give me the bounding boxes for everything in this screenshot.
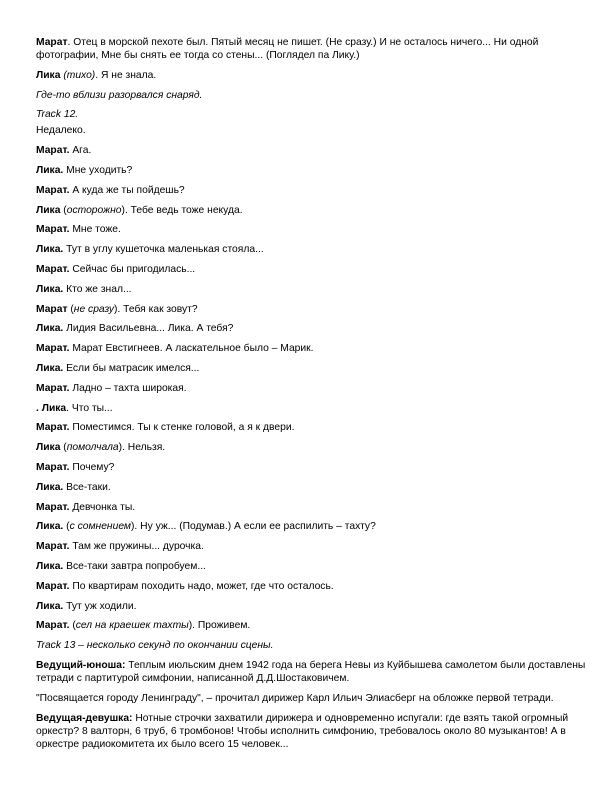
text-segment: Нотные строчки захватили дирижера и одновременно испугали: где взять такой огромный оркестр? 8 валторн, 6 труб, 6 тромбонов! Чтобы исполнить симфонию, требовалось около 80 музыкантов! А в оркестре радиокомитета их было всего 15 человек... bbox=[36, 712, 569, 750]
text-segment: Сейчас бы пригодилась... bbox=[69, 263, 196, 275]
text-segment: Поместимся. Ты к стенке головой, а я к двери. bbox=[69, 422, 295, 434]
paragraph bbox=[36, 243, 586, 256]
speaker-name: Лика. bbox=[36, 283, 64, 295]
paragraph bbox=[36, 402, 586, 415]
text-segment: Недалеко. bbox=[36, 125, 86, 137]
paragraph bbox=[36, 659, 586, 685]
stage-direction: с сомнением bbox=[69, 521, 131, 533]
text-segment: Мне тоже. bbox=[69, 224, 121, 236]
speaker-name: Марат. bbox=[36, 580, 70, 592]
speaker-name: Марат bbox=[36, 303, 68, 315]
stage-direction: Track 12. bbox=[36, 109, 79, 121]
text-segment: Все-таки завтра попробуем... bbox=[63, 560, 206, 572]
paragraph bbox=[36, 36, 586, 62]
speaker-name: Лика bbox=[36, 204, 61, 216]
paragraph bbox=[36, 639, 586, 652]
paragraph bbox=[36, 204, 586, 217]
speaker-name: Ведущий-юноша: bbox=[36, 659, 126, 671]
paragraph bbox=[36, 619, 586, 632]
speaker-name: Лика. bbox=[36, 244, 64, 256]
speaker-name: Лика bbox=[36, 442, 61, 454]
speaker-name: Марат. bbox=[36, 343, 70, 355]
paragraph bbox=[36, 692, 586, 705]
text-segment: Теплым июльским днем 1942 года на берега Невы из Куйбышева самолетом были доставлены тетради с партитурой симфонии, написанной Д.Д.Шостаковичем. bbox=[36, 659, 586, 684]
paragraph bbox=[36, 69, 586, 82]
paragraph bbox=[36, 441, 586, 454]
stage-direction: Track 13 – несколько секунд по окончании сцены. bbox=[36, 640, 274, 652]
speaker-name: Марат bbox=[36, 37, 68, 48]
speaker-name: Марат. bbox=[36, 501, 70, 513]
text-segment: ). Тебя как зовут? bbox=[114, 303, 198, 315]
stage-direction: Где-то вблизи разорвался снаряд. bbox=[36, 89, 203, 101]
speaker-name: Марат. bbox=[36, 184, 70, 196]
text-segment: ). Тебе ведь тоже некуда. bbox=[121, 204, 243, 216]
text-segment: Ладно – тахта широкая. bbox=[69, 382, 187, 394]
text-segment: ( bbox=[60, 442, 67, 454]
speaker-name: Марат. bbox=[36, 263, 70, 275]
paragraph bbox=[36, 600, 586, 613]
paragraph bbox=[36, 164, 586, 177]
text-segment: Марат Евстигнеев. А ласкательное было – Марик. bbox=[69, 343, 314, 355]
paragraph bbox=[36, 712, 586, 751]
paragraph bbox=[36, 501, 586, 514]
text-segment: Все-таки. bbox=[63, 481, 111, 493]
paragraph bbox=[36, 540, 586, 553]
text-segment: Тут в углу кушеточка маленькая стояла... bbox=[63, 244, 264, 256]
stage-direction: осторожно bbox=[66, 204, 122, 216]
text-segment: . Отец в морской пехоте был. Пятый месяц не пишет. (Не сразу.) И не осталось ничего... Ни одной фотографии, Мне бы снять ее тогда со стены... (Поглядел па Лику.) bbox=[36, 37, 539, 61]
text-segment: ( bbox=[69, 620, 76, 632]
speaker-name: Марат. bbox=[36, 382, 70, 394]
paragraph bbox=[36, 89, 586, 102]
speaker-name: Лика. bbox=[36, 600, 64, 612]
stage-direction: помолчала bbox=[66, 442, 119, 454]
speaker-name: Марат. bbox=[36, 461, 70, 473]
text-segment: ( bbox=[60, 204, 67, 216]
text-segment: А куда же ты пойдешь? bbox=[69, 184, 185, 196]
paragraph bbox=[36, 461, 586, 474]
paragraph bbox=[36, 481, 586, 494]
text-segment: ). Ну уж... (Подумав.) А если ее распилить – тахту? bbox=[131, 521, 376, 533]
text-segment: . Что ты... bbox=[66, 402, 113, 414]
text-segment: Мне уходить? bbox=[63, 164, 133, 176]
stage-direction: (тихо) bbox=[63, 69, 96, 81]
speaker-name: Лика. bbox=[36, 362, 64, 374]
stage-direction: сел на краешек тахты bbox=[75, 620, 189, 632]
paragraph bbox=[36, 303, 586, 316]
speaker-name: Лика. bbox=[36, 481, 64, 493]
paragraph bbox=[36, 421, 586, 434]
paragraph bbox=[36, 108, 586, 121]
text-segment: Кто же знал... bbox=[63, 283, 132, 295]
text-segment: Почему? bbox=[69, 461, 115, 473]
text-segment: ). Проживем. bbox=[188, 620, 251, 632]
speaker-name: Марат. bbox=[36, 541, 70, 553]
text-segment: Лидия Васильевна... Лика. А тебя? bbox=[63, 323, 234, 335]
paragraph bbox=[36, 580, 586, 593]
text-segment: Там же пружины... дурочка. bbox=[69, 541, 204, 553]
paragraph bbox=[36, 144, 586, 157]
paragraph bbox=[36, 382, 586, 395]
script-text bbox=[36, 36, 586, 751]
speaker-name: Марат. bbox=[36, 620, 70, 632]
speaker-name: Лика. bbox=[36, 323, 64, 335]
text-segment: Ага. bbox=[69, 145, 92, 157]
paragraph bbox=[36, 362, 586, 375]
text-segment: Девчонка ты. bbox=[69, 501, 136, 513]
text-segment: . Я не знала. bbox=[95, 69, 157, 81]
paragraph bbox=[36, 520, 586, 533]
speaker-name: Марат. bbox=[36, 145, 70, 157]
speaker-name: Лика bbox=[36, 69, 61, 81]
paragraph bbox=[36, 322, 586, 335]
speaker-name: Ведущая-девушка: bbox=[36, 712, 133, 724]
text-segment: По квартирам походить надо, может, где что осталось. bbox=[69, 580, 334, 592]
text-segment: Тут уж ходили. bbox=[63, 600, 137, 612]
stage-direction: не сразу bbox=[73, 303, 115, 315]
speaker-name: Лика. bbox=[36, 164, 64, 176]
text-segment: ). Нельзя. bbox=[118, 442, 166, 454]
speaker-name: . Лика bbox=[36, 402, 67, 414]
paragraph bbox=[36, 184, 586, 197]
text-segment: ( bbox=[67, 303, 74, 315]
paragraph bbox=[36, 283, 586, 296]
speaker-name: Марат. bbox=[36, 224, 70, 236]
text-segment: ( bbox=[63, 521, 70, 533]
speaker-name: Марат. bbox=[36, 422, 70, 434]
speaker-name: Лика. bbox=[36, 560, 64, 572]
text-segment: "Посвящается городу Ленинграду", – прочитал дирижер Карл Ильич Элиасберг на обложке первой тетради. bbox=[36, 692, 554, 704]
speaker-name: Лика. bbox=[36, 521, 64, 533]
paragraph bbox=[36, 124, 586, 137]
text-segment: Если бы матрасик имелся... bbox=[63, 362, 200, 374]
paragraph bbox=[36, 560, 586, 573]
paragraph bbox=[36, 263, 586, 276]
paragraph bbox=[36, 342, 586, 355]
paragraph bbox=[36, 223, 586, 236]
